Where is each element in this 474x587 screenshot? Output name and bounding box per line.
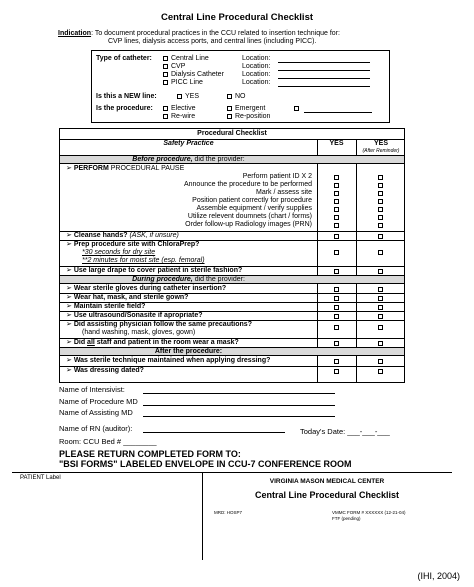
org-name: VIRGINIA MASON MEDICAL CENTER <box>269 478 385 485</box>
checkbox-icon[interactable] <box>163 56 168 61</box>
pause-item: Mark / assess site <box>255 189 312 196</box>
rn-label: Name of RN (auditor): <box>59 424 133 433</box>
todays-date[interactable]: Today's Date: ___-___-___ <box>300 427 390 436</box>
yes-checkboxes <box>334 174 342 230</box>
checkbox-icon[interactable] <box>378 287 383 292</box>
checkbox-icon[interactable] <box>378 223 383 228</box>
location-field[interactable] <box>278 86 370 87</box>
checkbox-icon[interactable] <box>378 191 383 196</box>
during-item: ➢ Wear hat, mask, and sterile gown? <box>66 294 189 301</box>
checkbox-icon[interactable] <box>334 207 339 212</box>
cleanse-hands: ➢ Cleanse hands? (ASK, if unsure) <box>66 232 179 239</box>
after-item: ➢ Was sterile technique maintained when applying dressing? <box>66 357 271 364</box>
checkbox-icon[interactable] <box>378 359 383 364</box>
large-drape: ➢ Use large drape to cover patient in sterile fashion? <box>66 267 243 274</box>
checkbox-icon[interactable] <box>378 234 383 239</box>
new-line-yes[interactable]: YES <box>177 93 199 101</box>
prep-site: ➢ Prep procedure site with ChloraPrep? <box>66 241 200 248</box>
location-field[interactable] <box>278 62 370 63</box>
after-procedure-header: After the procedure: <box>154 348 223 355</box>
patient-label: PATIENT Label <box>20 475 61 481</box>
new-line-no[interactable]: NO <box>227 93 246 101</box>
checkbox-icon[interactable] <box>334 369 339 374</box>
yes-after-checkboxes <box>378 174 386 230</box>
page-title: Central Line Procedural Checklist <box>160 12 314 23</box>
catheter-option-picc[interactable]: PICC Line <box>163 79 203 87</box>
indication-label: Indication <box>58 30 92 37</box>
checkbox-icon[interactable] <box>378 175 383 180</box>
assisting-md-field[interactable] <box>143 416 335 417</box>
intensivist-field[interactable] <box>143 393 335 394</box>
checkbox-icon[interactable] <box>334 359 339 364</box>
checkbox-icon[interactable] <box>227 106 232 111</box>
checkbox-icon[interactable] <box>334 215 339 220</box>
checkbox-icon[interactable] <box>334 305 339 310</box>
catheter-option-cvp[interactable]: CVP <box>163 63 185 71</box>
checkbox-icon[interactable] <box>378 269 383 274</box>
checkbox-icon[interactable] <box>227 94 232 99</box>
assisting-md-label: Name of Assisting MD <box>59 408 133 417</box>
form-number: VMMC FORM # XXXXXX (12-21-04) <box>332 510 406 515</box>
pause-item: Order follow-up Radiology images (PRN) <box>185 221 312 228</box>
checkbox-icon[interactable] <box>378 296 383 301</box>
form-pending: FTF (pending) <box>332 516 361 521</box>
did-all-mask: ➢ Did all staff and patient in the room wear a mask? <box>66 339 239 346</box>
col-yes-after-sub: (After Reminder) <box>362 148 400 154</box>
checkbox-icon[interactable] <box>334 341 339 346</box>
col-yes: YES <box>329 140 344 147</box>
procedure-label: Is the procedure: <box>96 105 153 112</box>
checkbox-icon[interactable] <box>334 314 339 319</box>
checkbox-icon[interactable] <box>378 215 383 220</box>
pause-item: Utilize relevent doumnets (chart / forms) <box>187 213 312 220</box>
checkbox-icon[interactable] <box>334 296 339 301</box>
indication-text-2: CVP lines, dialysis access ports, and central lines (including PICC). <box>108 38 317 45</box>
after-item: ➢ Was dressing dated? <box>66 367 144 374</box>
catheter-option-central-line[interactable]: Central Line <box>163 55 209 63</box>
procedure-elective[interactable]: Elective <box>163 105 196 113</box>
pause-item: Position patient correctly for procedure <box>192 197 312 204</box>
checkbox-icon[interactable] <box>378 207 383 212</box>
checklist-header: Procedural Checklist <box>197 130 267 137</box>
checkbox-icon[interactable] <box>227 114 232 119</box>
checkbox-icon[interactable] <box>378 250 383 255</box>
procedure-reposition[interactable]: Re-position <box>227 113 270 121</box>
prep-note-dry: *30 seconds for dry site <box>82 249 156 256</box>
intensivist-label: Name of Intensivist: <box>59 385 125 394</box>
col-yes-after: YES <box>373 140 388 147</box>
checkbox-icon[interactable] <box>294 106 299 111</box>
perform-pause: ➢ PERFORM PROCEDURAL PAUSE <box>66 165 185 172</box>
checkbox-icon[interactable] <box>334 191 339 196</box>
location-label: Location: <box>242 79 271 86</box>
checkbox-icon[interactable] <box>378 369 383 374</box>
checkbox-icon[interactable] <box>378 183 383 188</box>
prep-note-moist: **2 minutes for moist site (esp. femoral) <box>82 257 205 264</box>
catheter-box <box>91 50 390 123</box>
new-line-label: Is this a NEW line: <box>96 93 157 100</box>
return-line-2: "BSI FORMS" LABELED ENVELOPE IN CCU-7 CONFERENCE ROOM <box>59 459 352 469</box>
during-item: ➢ Use ultrasound/Sonasite if apropriate? <box>66 312 203 319</box>
footer-form-title: Central Line Procedural Checklist <box>254 490 400 500</box>
checkbox-icon[interactable] <box>163 80 168 85</box>
catheter-type-label: Type of catheter: <box>96 55 152 62</box>
during-procedure-header: During procedure, did the provider: <box>132 276 245 283</box>
room-bed[interactable]: Room: CCU Bed # ________ <box>59 437 157 446</box>
catheter-option-dialysis[interactable]: Dialysis Catheter <box>163 71 224 79</box>
before-procedure-header: Before procedure, did the provider: <box>132 156 245 163</box>
checkbox-icon[interactable] <box>163 64 168 69</box>
procedure-emergent[interactable]: Emergent <box>227 105 265 113</box>
checkbox-icon[interactable] <box>378 341 383 346</box>
checkbox-icon[interactable] <box>378 199 383 204</box>
pause-item: Perform patient ID X 2 <box>242 173 312 180</box>
checkbox-icon[interactable] <box>334 325 339 330</box>
pause-item: Announce the procedure to be performed <box>183 181 312 188</box>
checkbox-icon[interactable] <box>378 314 383 319</box>
checkbox-icon[interactable] <box>334 269 339 274</box>
during-item: ➢ Did assisting physician follow the same precautions? <box>66 321 252 328</box>
rn-field[interactable] <box>143 432 285 433</box>
checkbox-icon[interactable] <box>334 287 339 292</box>
checklist-table <box>59 128 405 383</box>
procedure-other-field[interactable] <box>304 112 372 113</box>
location-field[interactable] <box>278 78 370 79</box>
location-field[interactable] <box>278 70 370 71</box>
pause-item: Assemble equipment / verify supplies <box>196 205 312 212</box>
location-label: Location: <box>242 71 271 78</box>
checkbox-icon[interactable] <box>163 72 168 77</box>
checkbox-icon[interactable] <box>334 250 339 255</box>
location-label: Location: <box>242 63 271 70</box>
checkbox-icon[interactable] <box>334 183 339 188</box>
checkbox-icon[interactable] <box>378 305 383 310</box>
col-safety-practice: Safety Practice <box>163 140 214 147</box>
indication <box>58 30 388 46</box>
checkbox-icon[interactable] <box>177 94 182 99</box>
return-line-1: PLEASE RETURN COMPLETED FORM TO: <box>59 449 241 459</box>
checkbox-icon[interactable] <box>334 175 339 180</box>
source-credit: (IHI, 2004) <box>417 571 460 581</box>
checkbox-icon[interactable] <box>334 199 339 204</box>
procedure-md-field[interactable] <box>143 405 335 406</box>
procedure-rewire[interactable]: Re-wire <box>163 113 195 121</box>
indication-text-1: : To document procedural practices in the CCU related to insertion technique for: <box>91 30 340 37</box>
mrd-code: MRD: HOSP7 <box>214 510 243 515</box>
during-item: ➢ Maintain sterile field? <box>66 303 146 310</box>
assist-note: (hand washing, mask, gloves, gown) <box>82 329 196 336</box>
checkbox-icon[interactable] <box>163 106 168 111</box>
location-label: Location: <box>242 55 271 62</box>
procedure-md-label: Name of Procedure MD <box>59 397 138 406</box>
procedure-other[interactable] <box>294 105 302 113</box>
checkbox-icon[interactable] <box>378 325 383 330</box>
checkbox-icon[interactable] <box>334 234 339 239</box>
checkbox-icon[interactable] <box>334 223 339 228</box>
checkbox-icon[interactable] <box>163 114 168 119</box>
during-item: ➢ Wear sterile gloves during catheter insertion? <box>66 285 227 292</box>
